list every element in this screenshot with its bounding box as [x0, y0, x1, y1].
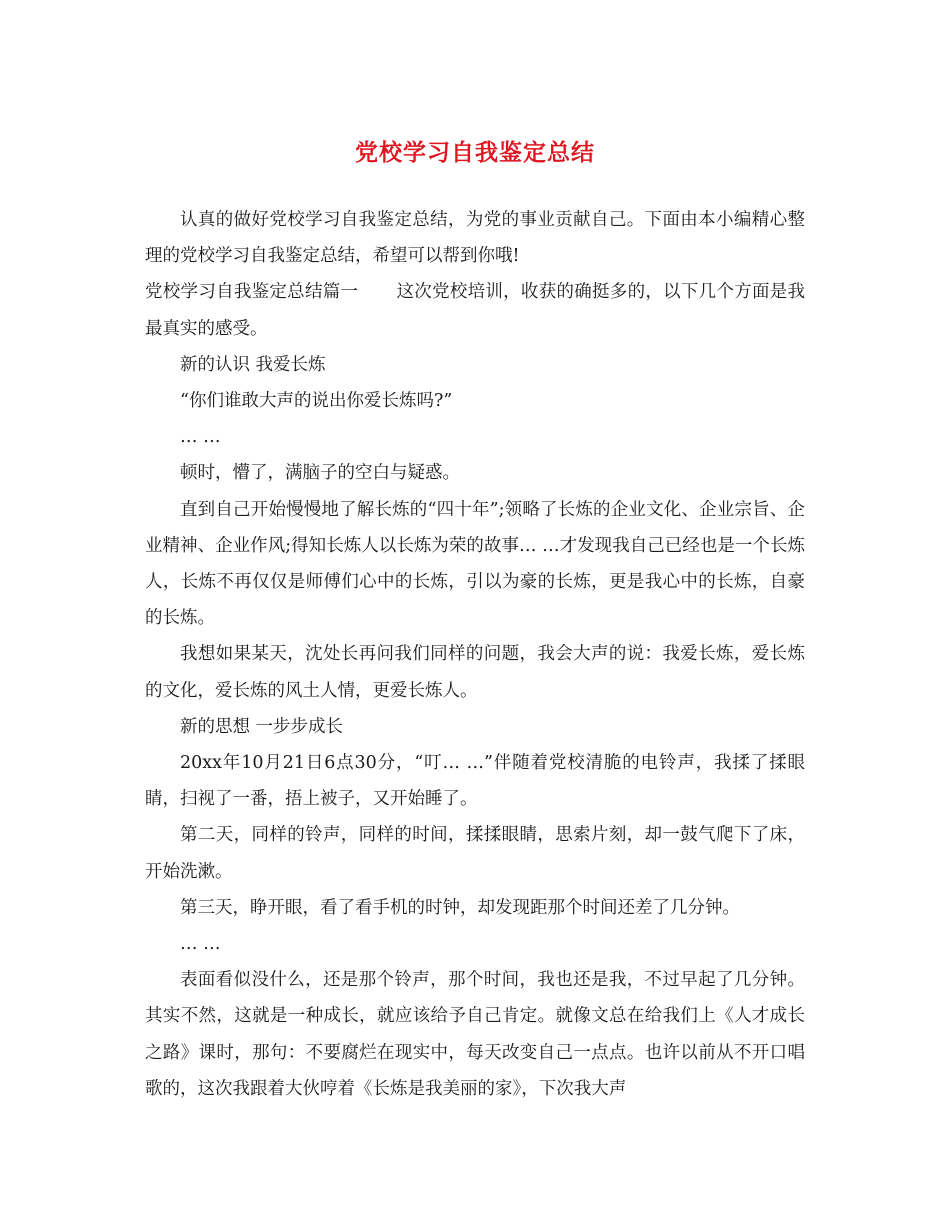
section-heading: 党校学习自我鉴定总结篇一 [145, 282, 359, 303]
paragraph-love-changlian: 我想如果某天，沈处长再问我们同样的问题，我会大声的说：我爱长炼，爱长炼的文化，爱长炼的风土人情，更爱长炼人。 [145, 644, 805, 701]
document-body [145, 202, 805, 1107]
paragraph-ellipsis: … … [180, 427, 221, 448]
paragraph-confused: 顿时，懵了，满脑子的空白与疑惑。 [180, 463, 460, 484]
paragraph-day-three: 第三天，睁开眼，看了看手机的时钟，却发现距那个时间还差了几分钟。 [180, 897, 740, 918]
paragraph-ellipsis-2: … … [180, 934, 221, 955]
paragraph-intro: 认真的做好党校学习自我鉴定总结，为党的事业贡献自己。下面由本小编精心整理的党校学习自我鉴定总结，希望可以帮到你哦! [145, 210, 805, 267]
paragraph-understanding: 直到自己开始慢慢地了解长炼的“四十年”;领略了长炼的企业文化、企业宗旨、企业精神、企业作风;得知长炼人以长炼为荣的故事… …才发现我自己已经也是一个长炼人，长炼不再仅仅是师傅们心中的长炼，引以为豪的长炼，更是我心中的长炼，自豪的长炼。 [145, 499, 805, 629]
subheading-new-thinking: 新的思想 一步步成长 [180, 716, 344, 737]
document-title: 党校学习自我鉴定总结 [355, 139, 595, 166]
subheading-new-understanding: 新的认识 我爱长炼 [180, 354, 326, 375]
paragraph-day-one: 20xx年10月21日6点30分，“叮… …”伴随着党校清脆的电铃声，我揉了揉眼睛，扫视了一番，捂上被子，又开始睡了。 [145, 753, 805, 810]
paragraph-section-one [145, 274, 805, 346]
paragraph-day-two: 第二天，同样的铃声，同样的时间，揉揉眼睛，思索片刻，却一鼓气爬下了床，开始洗漱。 [145, 825, 805, 882]
paragraph-growth: 表面看似没什么，还是那个铃声，那个时间，我也还是我，不过早起了几分钟。其实不然，这就是一种成长，就应该给予自己肯定。就像文总在给我们上《人才成长之路》课时，那句：不要腐烂在现实中，每天改变自己一点点。也许以前从不开口唱歌的，这次我跟着大伙哼着《长炼是我美丽的家》，下次我大声 [145, 970, 805, 1099]
section-heading-text: 这次党校培训，收获的确挺多的，以下几个方面是我最真实的感受。 [145, 282, 806, 339]
paragraph-quote: “你们谁敢大声的说出你爱长炼吗?” [180, 391, 453, 412]
